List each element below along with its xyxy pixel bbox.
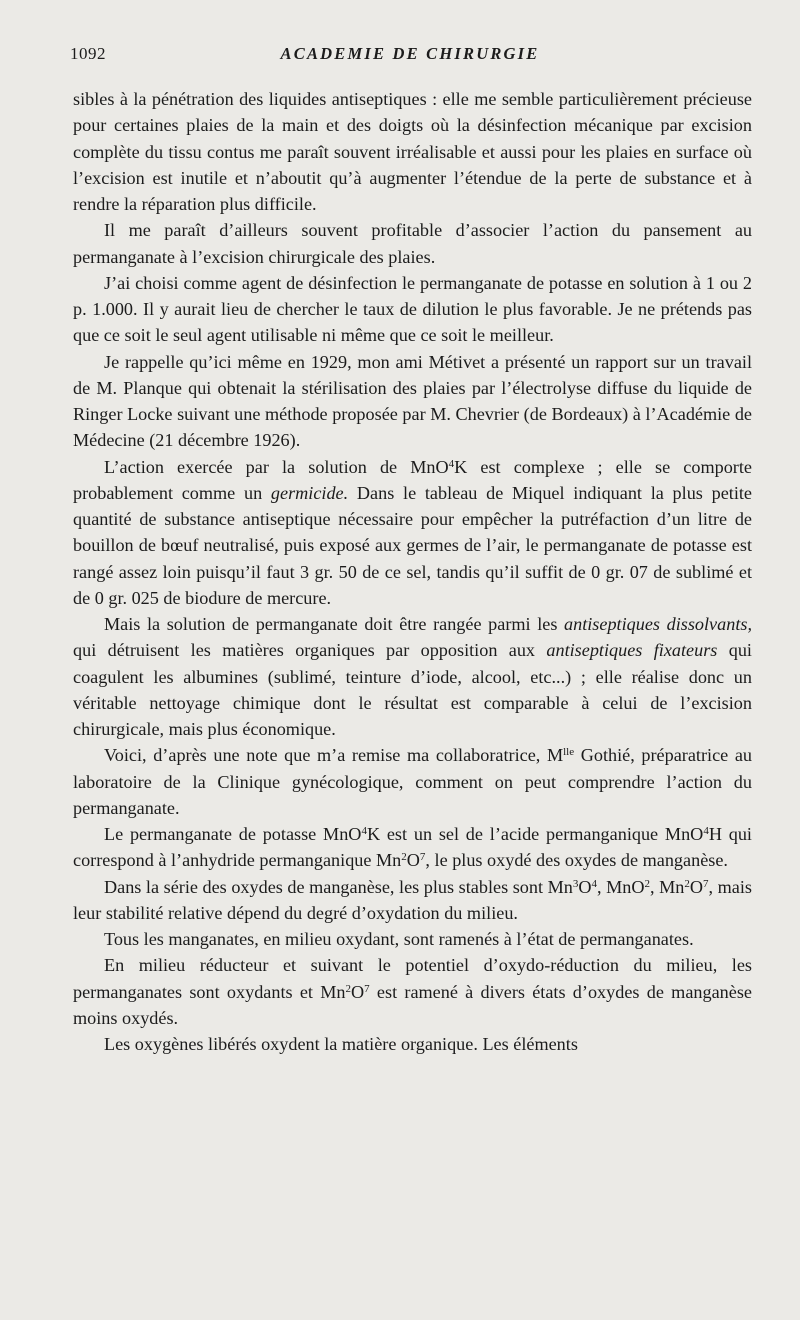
- superscript: 7: [419, 851, 426, 864]
- paragraph: [73, 874, 752, 927]
- text-run: , Mn: [650, 876, 685, 897]
- text-run: O: [578, 876, 592, 897]
- text-run: Le permanganate de potasse MnO: [104, 824, 362, 844]
- page-number: 1092: [70, 44, 106, 63]
- paragraph: J’ai choisi comme agent de désinfection le permanganate de potasse en solution à 1 ou 2 p. 1.000. Il y aurait lieu de chercher le taux de dilution le plus favorable. Je ne prétends pas que ce soit le seul agent utilisable ni même que ce soit le meilleur.: [73, 272, 752, 346]
- paragraph: Il me paraît d’ailleurs souvent profitable d’associer l’action du pansement au permanganate à l’excision chirurgicale des plaies.: [73, 220, 752, 267]
- italic-term: germicide.: [270, 482, 349, 503]
- text-run: K est un sel de l’acide permanganique MnO: [366, 824, 704, 844]
- text-run: Dans le tableau de Miquel indiquant la plus petite quantité de substance antiseptique nécessaire pour empêcher la putréfaction d’un litre de bouillon de bœuf neutralisé, puis exposé aux germes de l’air, le permanganate de potasse est rangé assez loin puisqu’il faut 3 gr. 50 de ce sel, tandis qu’il suffit de 0 gr. 07 de sublimé et de 0 gr. 025 de biodure de mercure.: [73, 482, 752, 608]
- text-run: , mais leur stabilité relative dépend du degré d’oxydation du milieu.: [73, 876, 752, 923]
- text-run: O: [351, 981, 365, 1002]
- italic-term: antiseptiques dissolvants,: [564, 614, 752, 634]
- paragraph: [73, 611, 752, 742]
- paragraph: sibles à la pénétration des liquides antiseptiques : elle me semble particulièrement précieuse pour certaines plaies de la main et des doigts où la désinfection mécanique par excision complète du tissu contus me paraît souvent irréalisable et aussi pour les plaies en surface où l’excision est inutile et n’aboutit qu’à augmenter l’étendue de la perte de substance et à rendre la réparation plus difficile.: [73, 89, 752, 214]
- paragraph: [73, 742, 752, 821]
- paragraph: [73, 454, 752, 612]
- superscript: 2: [644, 877, 651, 890]
- paragraph: Je rappelle qu’ici même en 1929, mon ami Métivet a présenté un rapport sur un travail de M. Planque qui obtenait la stérilisation des plaies par l’électrolyse diffuse du liquide de Ringer Locke suivant une méthode proposée par M. Chevrier (de Bordeaux) à l’Académie de Médecine (21 décembre 1926).: [73, 351, 752, 451]
- text-run: qui coagulent les albumines (sublimé, teinture d’iode, alcool, etc...) ; elle réalise donc un véritable nettoyage chimique dont le résultat est comparable à celui de l’excision chirurgicale, mais plus économique.: [73, 640, 752, 739]
- text-run: Voici, d’après une note que m’a remise ma collaboratrice, M: [104, 745, 564, 766]
- text-run: En milieu réducteur et suivant le potentiel d’oxydo-réduction du milieu, les permanganates sont oxydants et Mn: [73, 955, 752, 1002]
- superscript: 7: [703, 877, 709, 890]
- paragraph: Les oxygènes libérés oxydent la matière organique. Les éléments: [104, 1034, 578, 1054]
- superscript: 2: [345, 982, 352, 995]
- superscript: 4: [591, 877, 597, 890]
- paragraph: Tous les manganates, en milieu oxydant, sont ramenés à l’état de permanganates.: [104, 929, 694, 949]
- text-run: Dans la série des oxydes de manganèse, les plus stables sont Mn: [104, 876, 573, 897]
- superscript: 4: [361, 825, 367, 837]
- superscript: 3: [572, 877, 579, 890]
- text-run: O: [689, 876, 704, 897]
- superscript: 2: [684, 877, 690, 890]
- running-title: ACADEMIE DE CHIRURGIE: [280, 44, 540, 63]
- superscript: 4: [448, 457, 455, 470]
- text-run: , MnO: [597, 876, 645, 897]
- text-run: L’action exercée par la solution de MnO: [104, 456, 449, 477]
- page-header: [70, 44, 750, 68]
- text-run: Mais la solution de permanganate doit être rangée parmi les: [104, 614, 565, 634]
- superscript: 4: [703, 825, 709, 837]
- superscript: 7: [364, 982, 370, 995]
- text-run: qui détruisent les matières organiques par opposition aux: [73, 640, 547, 661]
- body-text: [73, 86, 752, 1057]
- text-run: Gothié, préparatrice au laboratoire de la Clinique gynécologique, comment on peut comprendre l’action du permanganate.: [73, 745, 752, 818]
- text-run: est ramené à divers états d’oxydes de manganèse moins oxydés.: [73, 981, 752, 1028]
- paragraph: [73, 952, 752, 1031]
- text-run: , le plus oxydé des oxydes de manganèse.: [425, 850, 728, 871]
- italic-term: antiseptiques fixateurs: [546, 640, 718, 661]
- text-run: H qui correspond à l’anhydride permanganique Mn: [73, 824, 752, 871]
- paragraph: [73, 821, 752, 874]
- text-run: K est complexe ; elle se comporte probablement comme un: [73, 456, 752, 503]
- superscript: 2: [401, 851, 407, 864]
- text-run: O: [406, 850, 420, 871]
- superscript: lle: [563, 746, 575, 759]
